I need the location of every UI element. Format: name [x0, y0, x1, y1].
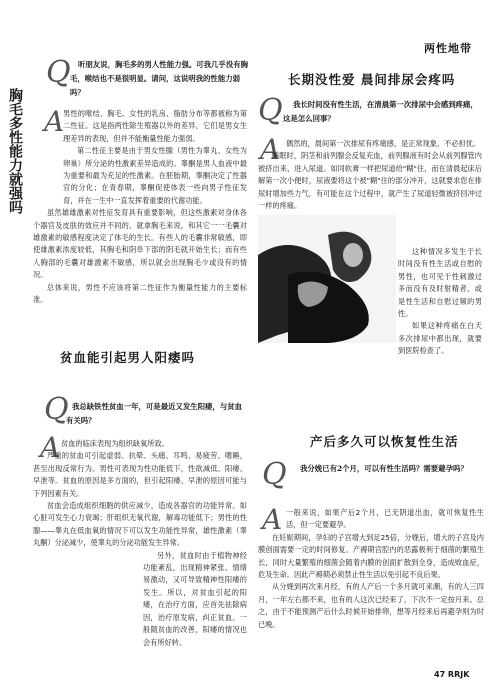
- question-mark-icon: Q: [46, 55, 71, 90]
- article-photo: [258, 215, 396, 343]
- section-tag: 两性地带: [424, 42, 472, 55]
- article1-question: 听朋友说，胸毛多的男人性能力强。可我几乎没有胸毛，喉结也不是很明显。请问，这说明我的性能力弱吗？: [70, 60, 248, 97]
- article2-title: 贫血能引起男人阳痿吗: [60, 350, 196, 365]
- article4-question: 我分娩已有2个月，可以有性生活吗？需要避孕吗？: [300, 464, 468, 473]
- page-number: 47 RRJK: [434, 670, 470, 679]
- article3-answer-cont: 这种情况多发生于长时间没有性生活或自慰的男性，也可见于性刺激过多而没有及时射精者，或是性生活和自慰过频的男性。 如果这种疼痛在白天多次排尿中都出现，就要到医院检查了。: [398, 247, 482, 356]
- couple-photo-icon: [258, 215, 396, 343]
- article4-title: 产后多久可以恢复性生活: [310, 434, 459, 449]
- question-mark-icon: Q: [258, 93, 283, 128]
- question-mark-icon: Q: [262, 457, 287, 492]
- article3-title: 长期没性爱 晨间排尿会疼吗: [288, 72, 456, 87]
- article3-answer: 偶然的，晨间第一次排尿有疼痛感，是正常现象，不必担忧。 睡眠时，阴茎和前列腺会反复充血，前列腺液有时会从前列腺管内被挤出来，进入尿道。如同软膏一样把尿道给"糊"住，而在清晨起床后解第一次小便时，尿液要将这个被"糊"住的部分冲开，这就要求您在排尿时增加些力气，有可能在这个过程中，就产生了尿道轻微被挤回冲过一样的疼痛。: [258, 139, 482, 211]
- article2-question: 我总缺铁性贫血一年，可是最近又发生阳痿，与贫血有关吗？: [66, 402, 242, 425]
- article1-title: 胸毛多性能力就强吗: [7, 88, 23, 214]
- answer-mark-icon: A: [260, 133, 281, 166]
- question-mark-icon: Q: [44, 392, 69, 427]
- article3-question: 我长时间没有性生活，在清晨第一次排尿中会感到疼痛，这是怎么回事？: [283, 100, 478, 123]
- article4-answer: 一般来说，如果产后2个月，已无阴道出血，就可恢复性生活，但一定要避孕。 在妊娠期间，孕妇的子宫增大到足25倍，分娩后，增大的子宫及内膜创面需要一定的时间修复。产褥期宫腔内的恶露极利于细菌的繁殖生长，同时大量繁殖的细菌会随着内膜的创面扩散到全身，造成败血症，危及生命。因此产褥期必须禁止性生活以免引起不良后果。 从分娩到再次来月经，有的人产后一个多月就可来潮，有的人三四月，一年左右都不来，也有的人这次已经来了，下次不一定按月来。总之，由于不能预测产后什么时候开始排卵，想等月经来后再避孕则为时已晚。: [258, 508, 484, 629]
- article2-answer: 贫血的临床表现为组织缺氧所致。 严重的贫血可引起虚弱、抗晕、头痛、耳鸣、易疲劳、嗜睡，甚至出现反常行为。男性可表现为性功能低下，性欲减低、阳痿、早泄等。贫血的原因是多方面的，但引起阳痿、早泄的原因可能与下列因素有关。 贫血会造成组织细胞的供应减少，造成各器官的功能异常。如心脏可发生心力衰竭；肝组织无氧代谢，解毒功能低下；男性的性腺——睾丸在低血氧的情况下可以发生功能性异常，雄性激素（睾丸酮）分泌减少，使睾丸的分泌功能发生异常。 另外，贫血时由于植物神经功能紊乱，出现精神紧张、情绪易激动，又可导致精神性阳痿的发生。所以，对贫血引起的阳痿，在治疗方面，应首先祛除病因，治疗原发病，纠正贫血。一般随贫血的改善，阳痿的情况也会有所好转。: [33, 439, 247, 647]
- answer-mark-icon: A: [40, 431, 61, 464]
- article1-answer: 男性的喉结、胸毛、女性的乳房、脂肪分布等都被称为第二性征。这是指两性除生殖器以外的差异，它们是男女生理差异的表现，但并不能衡量性能力强弱。 第二性征主要是由于男女性腺（男性为睾丸、女性为卵巢）所分泌的性激素差异造成的。睾酮是男人血液中最为重要和最为充足的性激素。在胚胎期，睾酮决定了性器官的分化；在青春期，睾酮促使体表一些向男子性征发育，并在一生中一直发挥着重要的代谢功能。 虽然雄雄激素对性征发育具有重要影响，但这些激素对身体各个器官及皮肤的效应并不同的。就拿胸毛来说，和其它一一毛囊对雄激素的敏感程度决定了体毛的生长。有些人的毛囊非常敏感，即使雄激素浓度较低，其胸毛和阴阜下部的阴毛就开始生长；而有些人胸部的毛囊对雄激素不敏感，所以就会出现胸毛少或没有的情况。 总体来说，男性不应该将第二性征作为衡量性能力的主要标准。: [33, 109, 247, 305]
- answer-mark-icon: A: [44, 105, 65, 138]
- answer-mark-icon: A: [262, 503, 283, 536]
